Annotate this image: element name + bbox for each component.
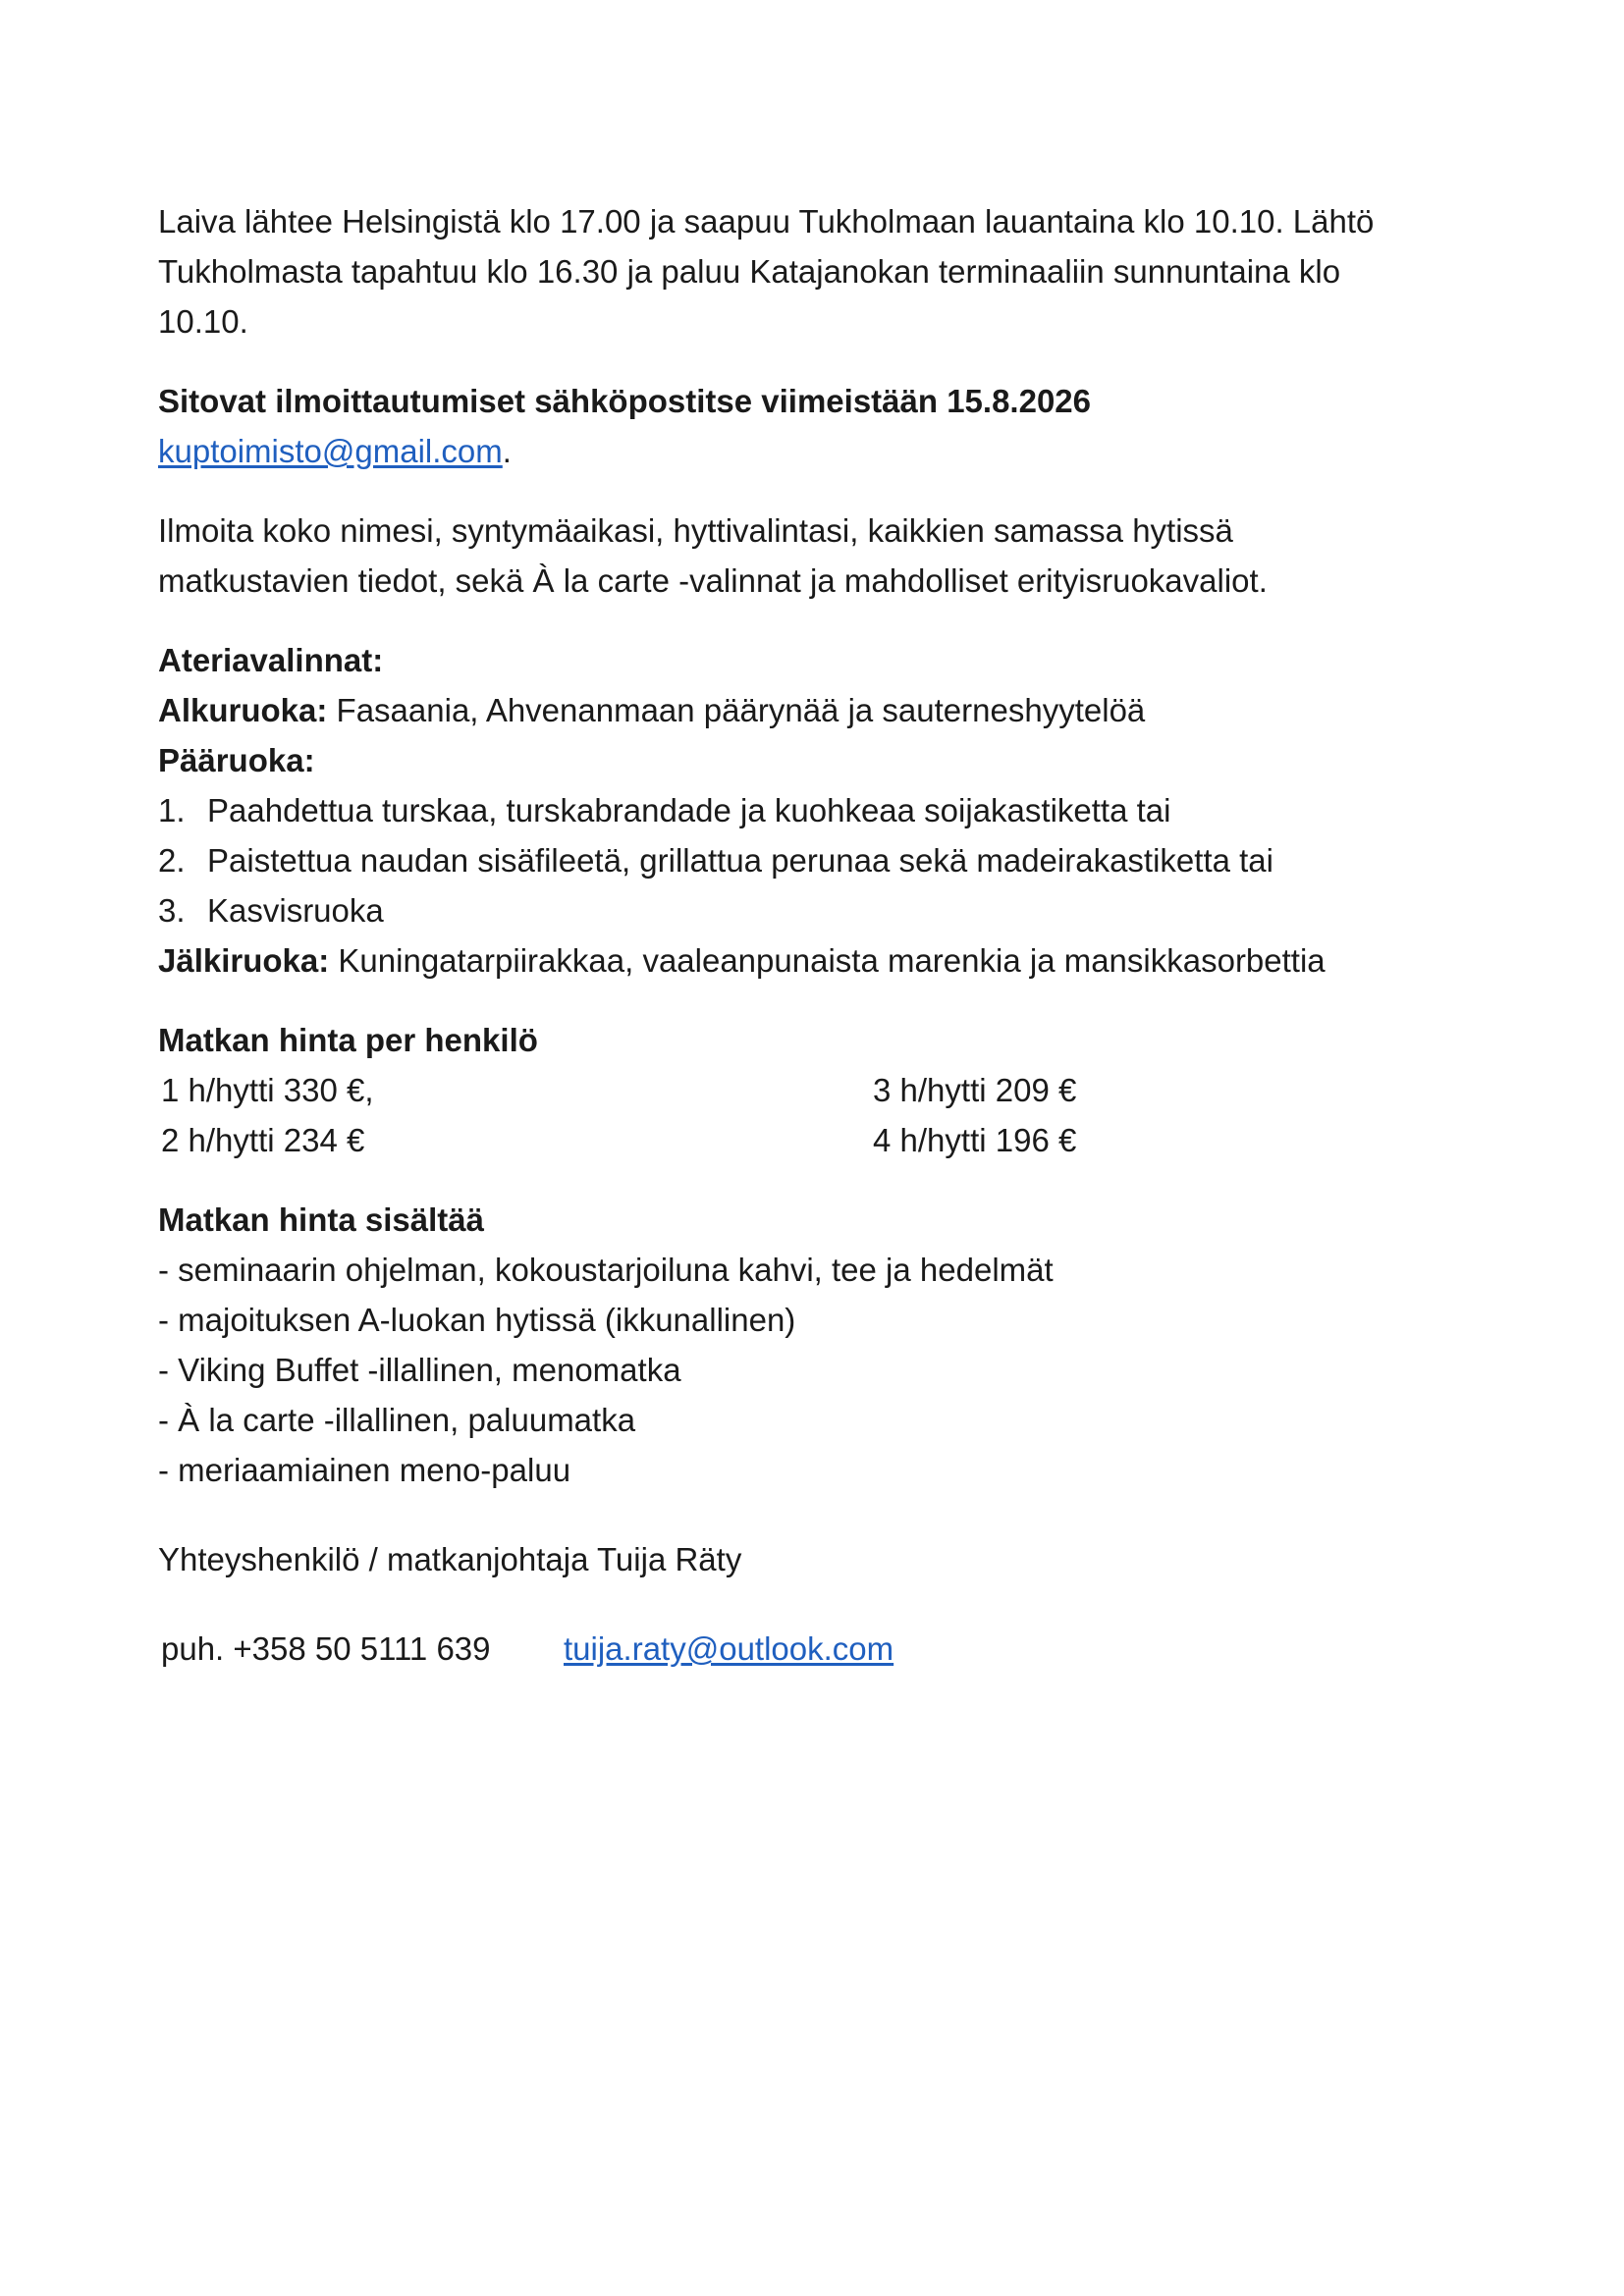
meals-heading: Ateriavalinnat:	[158, 642, 384, 678]
instructions-line-1: Ilmoita koko nimesi, syntymäaikasi, hyttivalintasi, kaikkien samassa hytissä	[158, 512, 1233, 549]
dessert-label: Jälkiruoka:	[158, 942, 330, 979]
prices-section	[158, 1015, 1474, 1165]
list-item	[158, 785, 1474, 835]
dessert-text: Kuningatarpiirakkaa, vaaleanpunaista marenkia ja mansikkasorbettia	[329, 942, 1326, 979]
list-item	[158, 835, 1474, 885]
list-item	[158, 885, 1474, 935]
registration-email-suffix: .	[502, 433, 512, 469]
dessert-line	[158, 935, 1474, 986]
includes-heading: Matkan hinta sisältää	[158, 1201, 484, 1238]
price-row	[158, 1065, 1474, 1115]
document-page	[158, 196, 1474, 1674]
price-cell: 4 h/hytti 196 €	[873, 1122, 1077, 1158]
main-course-label: Pääruoka:	[158, 742, 315, 778]
list-text: Paistettua naudan sisäfileetä, grillattua perunaa sekä madeirakastiketta tai	[207, 842, 1273, 879]
starter-text: Fasaania, Ahvenanmaan päärynää ja sauterneshyytelöä	[327, 692, 1146, 728]
includes-section	[158, 1195, 1474, 1495]
contact-person-section	[158, 1534, 1474, 1584]
registration-section	[158, 376, 1474, 476]
intro-line-3: 10.10.	[158, 303, 248, 340]
registration-heading: Sitovat ilmoittautumiset sähköpostitse viimeistään 15.8.2026	[158, 383, 1092, 419]
includes-item: - À la carte -illallinen, paluumatka	[158, 1402, 636, 1438]
includes-item: - meriaamiainen meno-paluu	[158, 1452, 571, 1488]
price-cell: 1 h/hytti 330 €,	[161, 1072, 374, 1108]
includes-item: - majoituksen A-luokan hytissä (ikkunallinen)	[158, 1302, 796, 1338]
prices-heading: Matkan hinta per henkilö	[158, 1022, 538, 1058]
includes-item: - Viking Buffet -illallinen, menomatka	[158, 1352, 681, 1388]
intro-line-1: Laiva lähtee Helsingistä klo 17.00 ja saapuu Tukholmaan lauantaina klo 10.10. Lähtö	[158, 203, 1375, 240]
meals-section	[158, 635, 1474, 986]
price-row	[158, 1115, 1474, 1165]
contact-email-link[interactable]: tuija.raty@outlook.com	[564, 1630, 894, 1667]
includes-item: - seminaarin ohjelman, kokoustarjoiluna kahvi, tee ja hedelmät	[158, 1252, 1054, 1288]
registration-email-link[interactable]: kuptoimisto@gmail.com	[158, 433, 503, 469]
contact-person: Yhteyshenkilö / matkanjohtaja Tuija Räty	[158, 1541, 742, 1577]
list-number: 2.	[158, 842, 186, 879]
contact-phone: puh. +358 50 5111 639	[161, 1630, 491, 1667]
instructions-line-2: matkustavien tiedot, sekä À la carte -valinnat ja mahdolliset erityisruokavaliot.	[158, 562, 1268, 599]
price-cell: 3 h/hytti 209 €	[873, 1072, 1077, 1108]
list-text: Paahdettua turskaa, turskabrandade ja kuohkeaa soijakastiketta tai	[207, 792, 1171, 828]
intro-line-2: Tukholmasta tapahtuu klo 16.30 ja paluu Katajanokan terminaaliin sunnuntaina klo	[158, 253, 1341, 290]
list-number: 3.	[158, 892, 186, 929]
intro-paragraph	[158, 196, 1474, 347]
list-text: Kasvisruoka	[207, 892, 384, 929]
registration-email-line	[158, 426, 1474, 476]
starter-line	[158, 685, 1474, 735]
list-number: 1.	[158, 792, 186, 828]
starter-label: Alkuruoka:	[158, 692, 328, 728]
price-cell: 2 h/hytti 234 €	[161, 1122, 365, 1158]
contact-details	[158, 1624, 1474, 1674]
instructions-paragraph	[158, 506, 1474, 606]
